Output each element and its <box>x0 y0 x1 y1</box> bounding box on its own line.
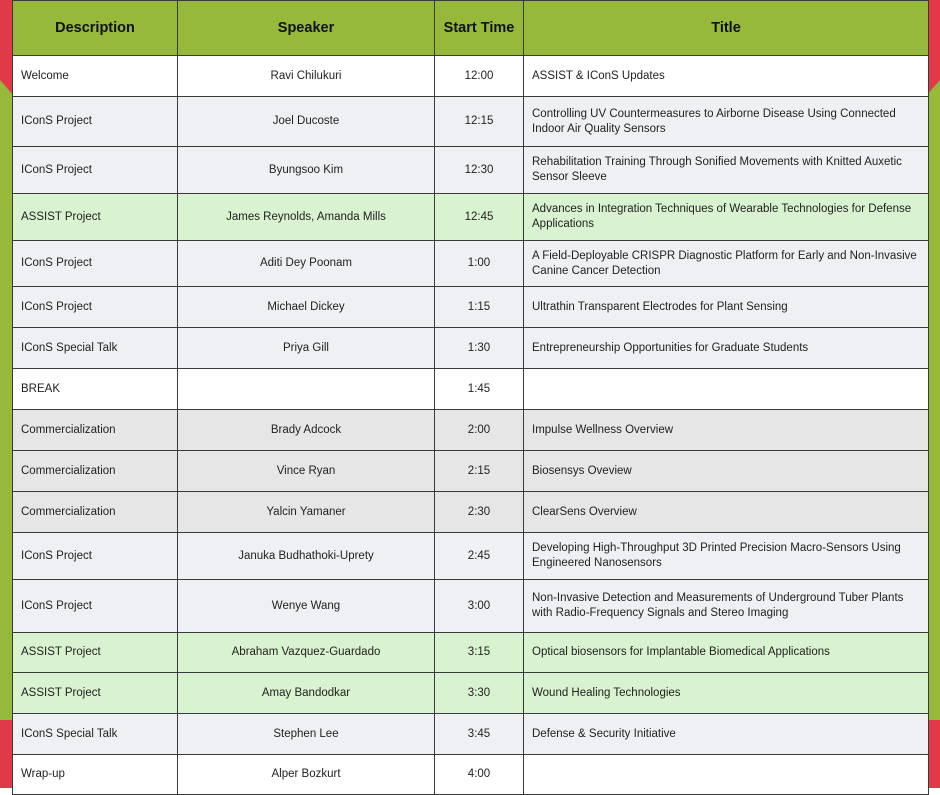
table-row <box>13 580 929 633</box>
header-row <box>13 1 929 56</box>
row-description: Welcome <box>13 56 178 97</box>
row-speaker: Yalcin Yamaner <box>178 492 435 533</box>
row-description: Wrap-up <box>13 755 178 795</box>
table-row <box>13 410 929 451</box>
row-start-time: 12:45 <box>435 194 524 241</box>
row-title <box>524 369 929 410</box>
row-start-time: 1:45 <box>435 369 524 410</box>
row-start-time: 1:15 <box>435 287 524 328</box>
row-description: IConS Project <box>13 241 178 287</box>
row-start-time: 3:00 <box>435 580 524 633</box>
row-speaker: Januka Budhathoki-Uprety <box>178 533 435 580</box>
row-speaker: Michael Dickey <box>178 287 435 328</box>
row-title: Rehabilitation Training Through Sonified Movements with Knitted Auxetic Sensor Sleeve <box>524 147 929 194</box>
row-speaker: James Reynolds, Amanda Mills <box>178 194 435 241</box>
table-row <box>13 451 929 492</box>
table-row <box>13 328 929 369</box>
header-description: Description <box>13 1 178 56</box>
row-title: Impulse Wellness Overview <box>524 410 929 451</box>
row-start-time: 2:45 <box>435 533 524 580</box>
row-title: A Field-Deployable CRISPR Diagnostic Platform for Early and Non-Invasive Canine Cancer Detection <box>524 241 929 287</box>
row-speaker: Abraham Vazquez-Guardado <box>178 633 435 673</box>
row-description: BREAK <box>13 369 178 410</box>
row-description: Commercialization <box>13 451 178 492</box>
row-start-time: 2:00 <box>435 410 524 451</box>
row-title: Defense & Security Initiative <box>524 714 929 755</box>
row-speaker: Ravi Chilukuri <box>178 56 435 97</box>
table-row <box>13 369 929 410</box>
row-title: Biosensys Oveview <box>524 451 929 492</box>
row-description: IConS Special Talk <box>13 328 178 369</box>
row-speaker: Stephen Lee <box>178 714 435 755</box>
row-description: Commercialization <box>13 492 178 533</box>
row-speaker <box>178 369 435 410</box>
row-description: ASSIST Project <box>13 633 178 673</box>
row-speaker: Wenye Wang <box>178 580 435 633</box>
row-title <box>524 755 929 795</box>
row-title: Ultrathin Transparent Electrodes for Plant Sensing <box>524 287 929 328</box>
row-start-time: 3:15 <box>435 633 524 673</box>
table-row <box>13 673 929 714</box>
row-start-time: 1:00 <box>435 241 524 287</box>
row-description: ASSIST Project <box>13 673 178 714</box>
row-start-time: 1:30 <box>435 328 524 369</box>
table-row <box>13 194 929 241</box>
header-speaker: Speaker <box>178 1 435 56</box>
row-title: Entrepreneurship Opportunities for Graduate Students <box>524 328 929 369</box>
table-row <box>13 241 929 287</box>
row-speaker: Priya Gill <box>178 328 435 369</box>
row-description: Commercialization <box>13 410 178 451</box>
table-row <box>13 633 929 673</box>
row-speaker: Vince Ryan <box>178 451 435 492</box>
row-speaker: Brady Adcock <box>178 410 435 451</box>
row-start-time: 3:30 <box>435 673 524 714</box>
row-title: Advances in Integration Techniques of Wearable Technologies for Defense Applications <box>524 194 929 241</box>
row-description: IConS Project <box>13 97 178 147</box>
row-start-time: 4:00 <box>435 755 524 795</box>
table-row <box>13 755 929 795</box>
row-description: IConS Special Talk <box>13 714 178 755</box>
row-speaker: Joel Ducoste <box>178 97 435 147</box>
row-description: IConS Project <box>13 287 178 328</box>
table-row <box>13 714 929 755</box>
table-row <box>13 533 929 580</box>
row-title: Developing High-Throughput 3D Printed Precision Macro-Sensors Using Engineered Nanosensors <box>524 533 929 580</box>
row-start-time: 3:45 <box>435 714 524 755</box>
row-speaker: Aditi Dey Poonam <box>178 241 435 287</box>
row-title: ClearSens Overview <box>524 492 929 533</box>
schedule-table <box>12 0 929 795</box>
row-description: ASSIST Project <box>13 194 178 241</box>
row-start-time: 2:30 <box>435 492 524 533</box>
table-row <box>13 147 929 194</box>
table-row <box>13 56 929 97</box>
header-title: Title <box>524 1 929 56</box>
row-title: Non-Invasive Detection and Measurements of Underground Tuber Plants with Radio-Frequency Signals and Stereo Imaging <box>524 580 929 633</box>
row-title: Optical biosensors for Implantable Biomedical Applications <box>524 633 929 673</box>
row-description: IConS Project <box>13 580 178 633</box>
table-row <box>13 492 929 533</box>
row-speaker: Byungsoo Kim <box>178 147 435 194</box>
row-title: Wound Healing Technologies <box>524 673 929 714</box>
table-row <box>13 97 929 147</box>
table-row <box>13 287 929 328</box>
row-speaker: Amay Bandodkar <box>178 673 435 714</box>
row-title: Controlling UV Countermeasures to Airborne Disease Using Connected Indoor Air Quality Sensors <box>524 97 929 147</box>
row-start-time: 12:00 <box>435 56 524 97</box>
header-start-time: Start Time <box>435 1 524 56</box>
row-start-time: 12:30 <box>435 147 524 194</box>
row-start-time: 2:15 <box>435 451 524 492</box>
row-speaker: Alper Bozkurt <box>178 755 435 795</box>
row-title: ASSIST & IConS Updates <box>524 56 929 97</box>
row-start-time: 12:15 <box>435 97 524 147</box>
row-description: IConS Project <box>13 533 178 580</box>
row-description: IConS Project <box>13 147 178 194</box>
